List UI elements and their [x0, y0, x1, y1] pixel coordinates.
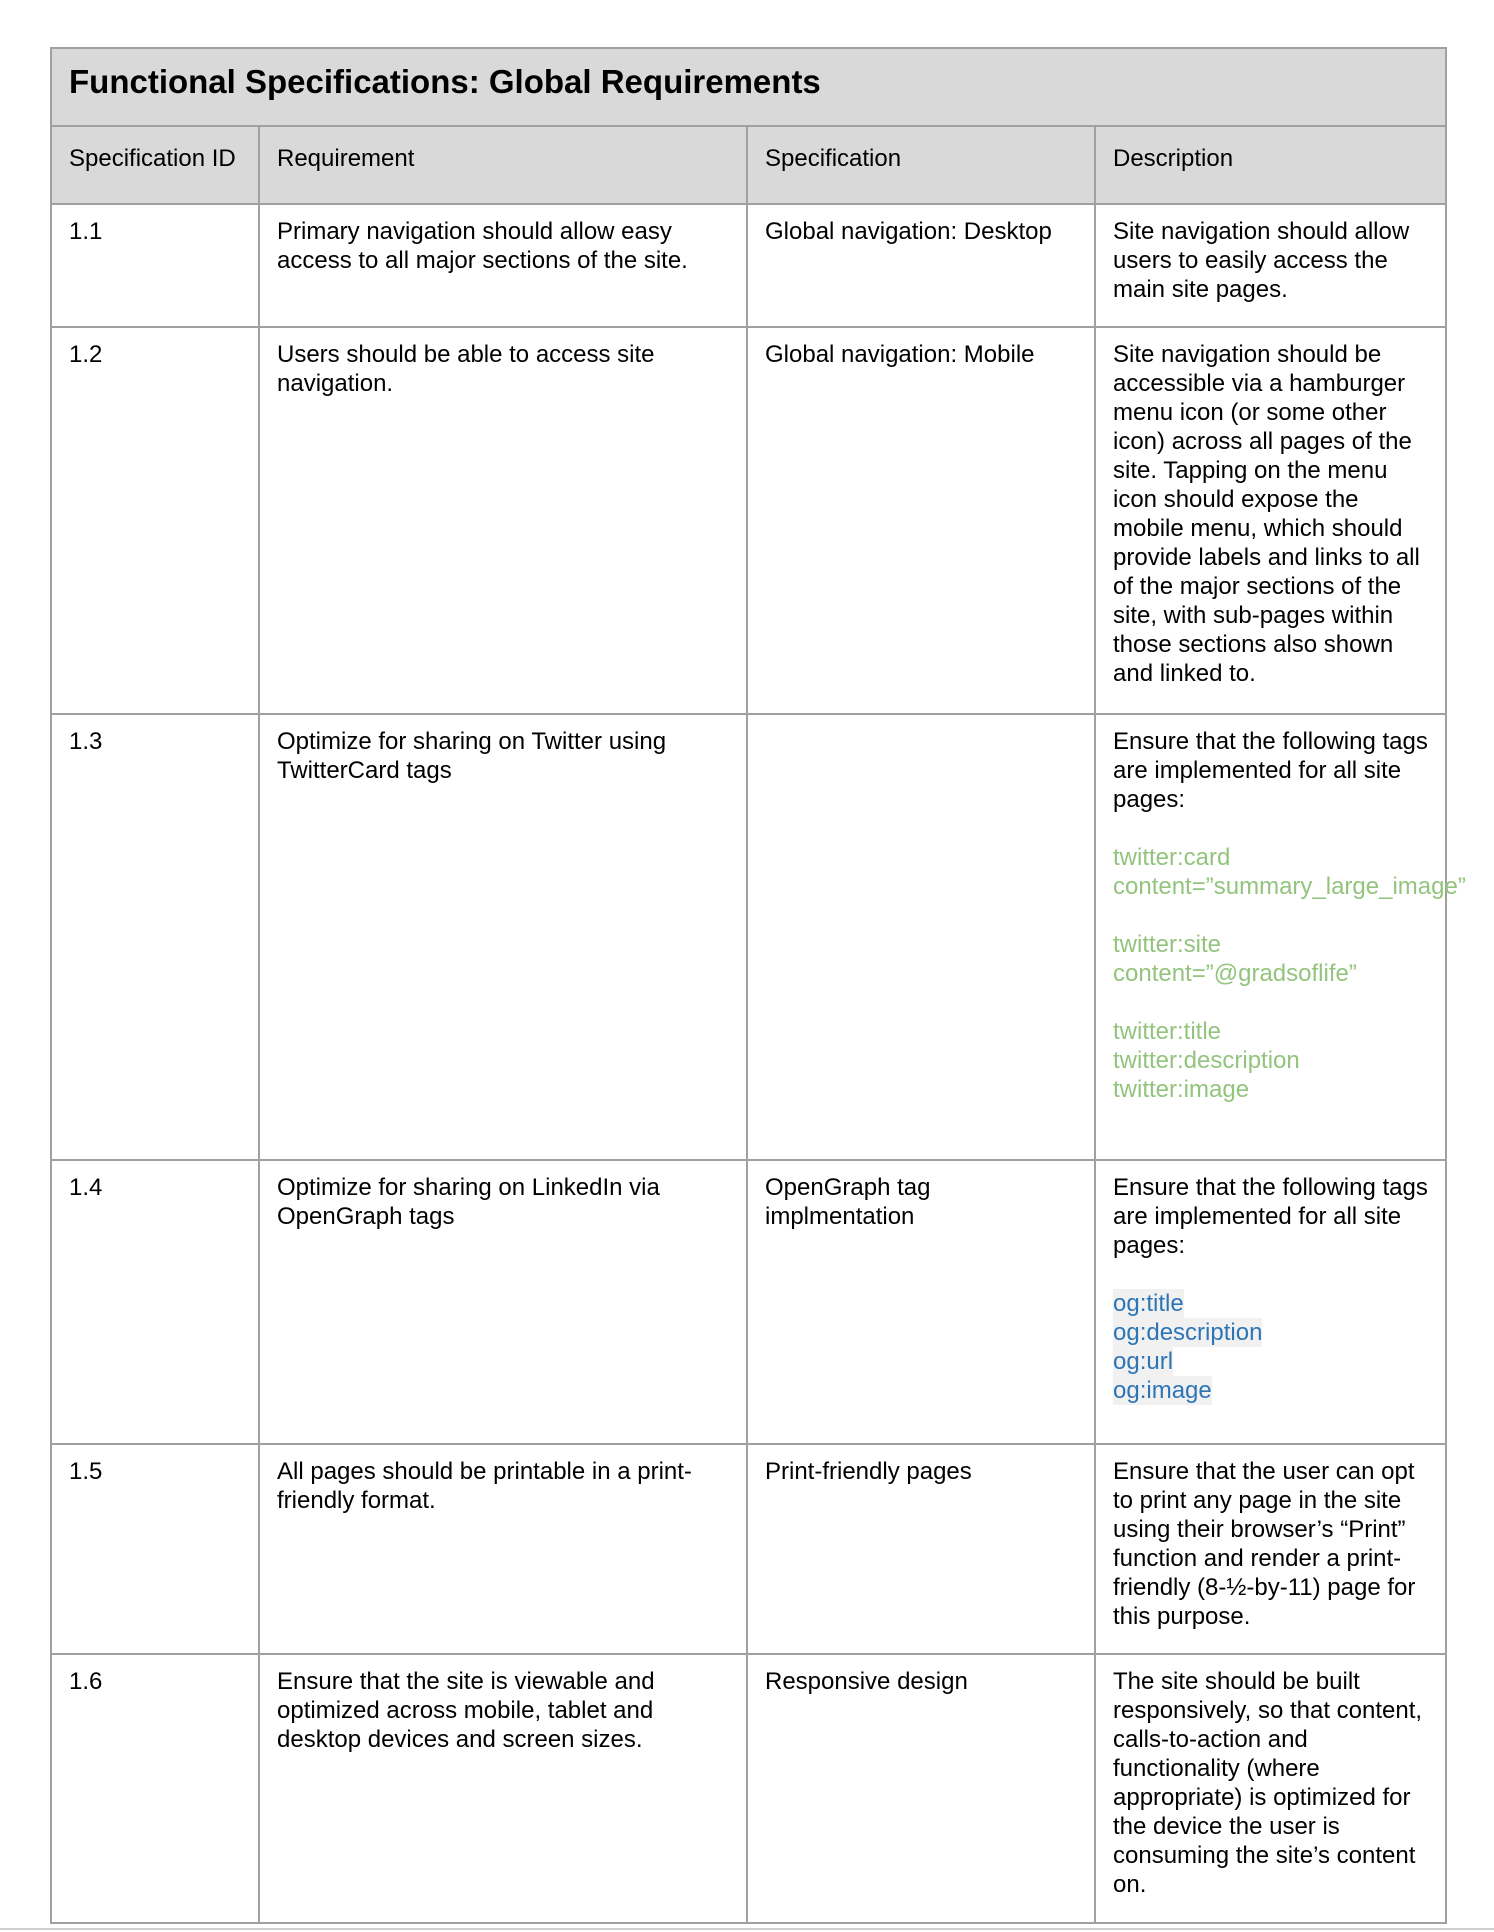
- table-row: [51, 204, 1446, 327]
- description-intro: Ensure that the following tags are implemented for all site pages:: [1113, 728, 1428, 813]
- global-requirements-table: [50, 47, 1466, 1924]
- og-url-tag[interactable]: og:url: [1113, 1348, 1174, 1375]
- spec-id-cell: 1.1: [51, 204, 259, 327]
- description-cell: Site navigation should allow users to easily access the main site pages.: [1095, 204, 1446, 327]
- description-cell: The site should be built responsively, so that content, calls-to-action and functionality (where appropriate) is optimized for the device the user is consuming the site’s content on.: [1095, 1654, 1446, 1923]
- specification-cell: Responsive design: [747, 1654, 1095, 1923]
- table-title: Functional Specifications: Global Requirements: [51, 48, 1446, 126]
- specification-cell: Global navigation: Desktop: [747, 204, 1095, 327]
- specification-cell: [747, 714, 1095, 1160]
- header-requirement: Requirement: [259, 126, 747, 204]
- spec-id-cell: 1.6: [51, 1654, 259, 1923]
- requirement-cell: Primary navigation should allow easy access to all major sections of the site.: [259, 204, 747, 327]
- table-row: [51, 714, 1446, 1160]
- description-intro: Ensure that the following tags are implemented for all site pages:: [1113, 1174, 1428, 1259]
- table-title-row: [51, 48, 1446, 126]
- description-cell: Site navigation should be accessible via a hamburger menu icon (or some other icon) across all pages of the site. Tapping on the menu icon should expose the mobile menu, which should provide labels and links to all of the major sections of the site, with sub-pages within those sections also shown and linked to.: [1095, 327, 1446, 714]
- header-description: Description: [1095, 126, 1446, 204]
- requirement-cell: Optimize for sharing on LinkedIn via OpenGraph tags: [259, 1160, 747, 1444]
- description-cell: Ensure that the user can opt to print any page in the site using their browser’s “Print” function and render a print-friendly (8-½-by-11) page for this purpose.: [1095, 1444, 1446, 1654]
- twitter-card-tag: twitter:card content=”summary_large_image”: [1113, 844, 1466, 900]
- description-cell: [1095, 1160, 1446, 1444]
- requirement-cell: Ensure that the site is viewable and optimized across mobile, tablet and desktop devices and screen sizes.: [259, 1654, 747, 1923]
- spec-id-cell: 1.4: [51, 1160, 259, 1444]
- requirement-cell: Optimize for sharing on Twitter using TwitterCard tags: [259, 714, 747, 1160]
- og-title-tag[interactable]: og:title: [1113, 1290, 1184, 1317]
- table-header-row: [51, 126, 1446, 204]
- specification-cell: Global navigation: Mobile: [747, 327, 1095, 714]
- table-row: [51, 1654, 1446, 1923]
- specification-cell: Print-friendly pages: [747, 1444, 1095, 1654]
- page-bottom-divider: [0, 1928, 1494, 1930]
- table-row: [51, 327, 1446, 714]
- og-image-tag[interactable]: og:image: [1113, 1377, 1212, 1404]
- specification-cell: OpenGraph tag implmentation: [747, 1160, 1095, 1444]
- twitter-image-tag: twitter:image: [1113, 1076, 1250, 1103]
- spec-id-cell: 1.2: [51, 327, 259, 714]
- header-specification-id: Specification ID: [51, 126, 259, 204]
- requirement-cell: Users should be able to access site navigation.: [259, 327, 747, 714]
- twitter-title-tag: twitter:title: [1113, 1018, 1222, 1045]
- spec-id-cell: 1.5: [51, 1444, 259, 1654]
- twitter-site-tag: twitter:site content=”@gradsoflife”: [1113, 931, 1357, 987]
- og-description-tag[interactable]: og:description: [1113, 1319, 1263, 1346]
- spec-id-cell: 1.3: [51, 714, 259, 1160]
- twitter-description-tag: twitter:description: [1113, 1047, 1300, 1074]
- table-row: [51, 1444, 1446, 1654]
- description-cell: [1095, 714, 1466, 1160]
- header-specification: Specification: [747, 126, 1095, 204]
- requirement-cell: All pages should be printable in a print-friendly format.: [259, 1444, 747, 1654]
- table-row: [51, 1160, 1446, 1444]
